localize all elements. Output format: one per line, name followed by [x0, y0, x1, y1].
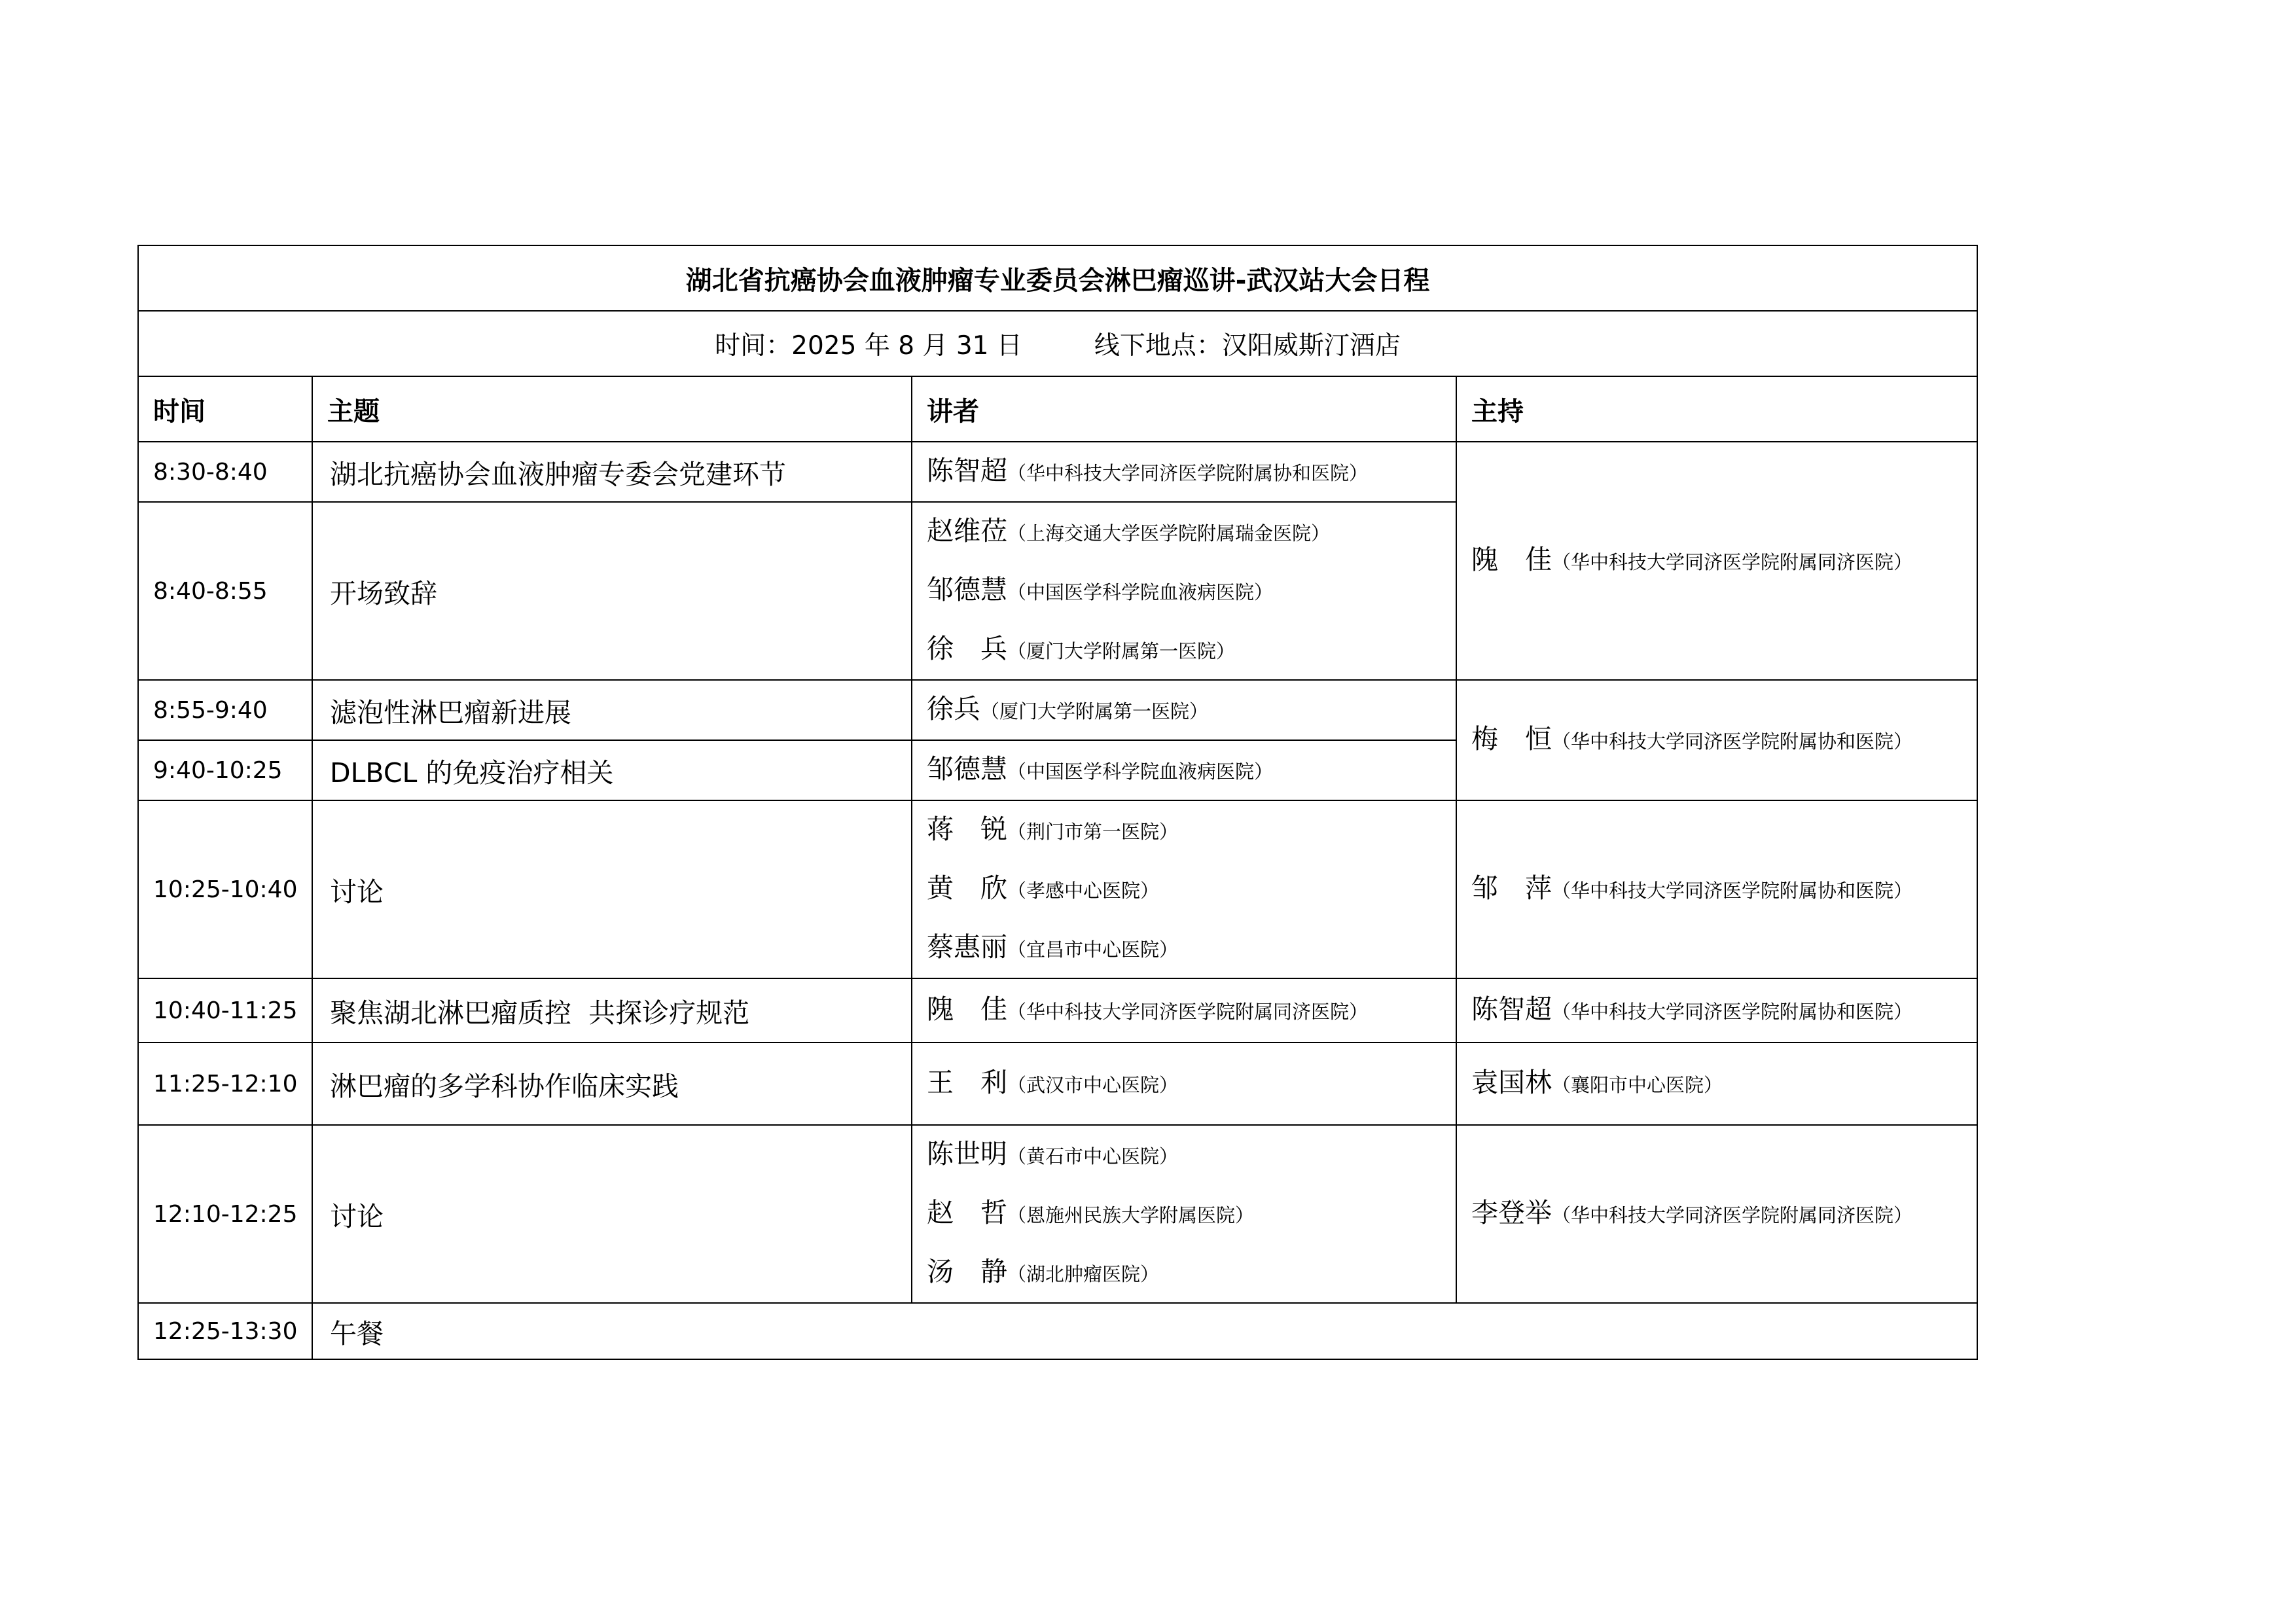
host-affiliation: （华中科技大学同济医学院附属协和医院）	[1552, 1001, 1913, 1023]
speaker-affiliation: （荆门市第一医院）	[1007, 821, 1179, 843]
speaker-entry	[927, 801, 1456, 860]
schedule-table	[137, 245, 1978, 1360]
header-time: 时间	[138, 376, 312, 442]
speaker-name: 汤 静	[927, 1256, 1007, 1287]
speaker-cell	[912, 800, 1456, 978]
host-entry	[1471, 1054, 1977, 1113]
host-name: 隗 佳	[1471, 544, 1552, 575]
speaker-affiliation: （孝感中心医院）	[1007, 880, 1160, 902]
speaker-name: 徐 兵	[927, 633, 1007, 664]
host-cell	[1456, 680, 1977, 800]
time-cell: 8:30-8:40	[138, 442, 312, 502]
host-affiliation: （华中科技大学同济医学院附属同济医院）	[1552, 1204, 1913, 1226]
host-entry	[1471, 711, 1977, 770]
speaker-entry	[927, 681, 1456, 740]
host-entry	[1471, 531, 1977, 590]
host-cell	[1456, 1043, 1977, 1125]
speaker-entry	[927, 1243, 1456, 1302]
time-cell: 11:25-12:10	[138, 1043, 312, 1125]
speaker-affiliation: （武汉市中心医院）	[1007, 1074, 1179, 1096]
speaker-cell	[912, 1125, 1456, 1303]
speaker-affiliation: （华中科技大学同济医学院附属同济医院）	[1007, 1001, 1369, 1023]
topic-cell: 聚焦湖北淋巴瘤质控 共探诊疗规范	[312, 978, 912, 1043]
speaker-entry	[927, 860, 1456, 919]
speaker-name: 蔡惠丽	[927, 931, 1007, 963]
host-name: 梅 恒	[1471, 723, 1552, 755]
table-row	[138, 680, 1977, 740]
header-host: 主持	[1456, 376, 1977, 442]
host-cell	[1456, 442, 1977, 680]
speaker-cell	[912, 442, 1456, 502]
event-venue: 线下地点：汉阳威斯汀酒店	[1094, 331, 1401, 361]
time-cell: 8:40-8:55	[138, 502, 312, 680]
host-name: 袁国林	[1471, 1067, 1552, 1098]
host-affiliation: （华中科技大学同济医学院附属协和医院）	[1552, 730, 1913, 753]
speaker-cell	[912, 502, 1456, 680]
topic-cell: 滤泡性淋巴瘤新进展	[312, 680, 912, 740]
speaker-name: 陈世明	[927, 1138, 1007, 1169]
host-affiliation: （华中科技大学同济医学院附属协和医院）	[1552, 880, 1913, 902]
table-row	[138, 442, 1977, 502]
topic-cell: 讨论	[312, 1125, 912, 1303]
host-entry	[1471, 1185, 1977, 1243]
time-cell: 9:40-10:25	[138, 740, 312, 800]
host-entry	[1471, 981, 1977, 1040]
speaker-entry	[927, 981, 1456, 1040]
speaker-name: 邹德慧	[927, 753, 1007, 785]
topic-cell: DLBCL 的免疫治疗相关	[312, 740, 912, 800]
speaker-name: 隗 佳	[927, 993, 1007, 1025]
speaker-affiliation: （湖北肿瘤医院）	[1007, 1263, 1160, 1285]
speaker-affiliation: （上海交通大学医学院附属瑞金医院）	[1007, 522, 1331, 544]
host-name: 陈智超	[1471, 993, 1552, 1025]
speaker-affiliation: （中国医学科学院血液病医院）	[1007, 581, 1274, 603]
event-date: 时间：2025 年 8 月 31 日	[715, 331, 1022, 361]
topic-cell: 淋巴瘤的多学科协作临床实践	[312, 1043, 912, 1125]
speaker-entry	[927, 620, 1456, 679]
time-cell: 12:25-13:30	[138, 1303, 312, 1359]
speaker-entry	[927, 741, 1456, 800]
speaker-affiliation: （中国医学科学院血液病医院）	[1007, 760, 1274, 783]
time-cell: 8:55-9:40	[138, 680, 312, 740]
speaker-name: 邹德慧	[927, 574, 1007, 605]
host-entry	[1471, 860, 1977, 919]
speaker-name: 蒋 锐	[927, 813, 1007, 845]
table-row	[138, 978, 1977, 1043]
time-cell: 12:10-12:25	[138, 1125, 312, 1303]
event-info	[138, 311, 1977, 376]
speaker-cell	[912, 740, 1456, 800]
topic-cell: 讨论	[312, 800, 912, 978]
speaker-name: 徐兵	[927, 693, 980, 724]
speaker-name: 赵 哲	[927, 1197, 1007, 1228]
speaker-affiliation: （恩施州民族大学附属医院）	[1007, 1204, 1255, 1226]
table-row	[138, 1303, 1977, 1359]
speaker-name: 陈智超	[927, 455, 1007, 486]
speaker-cell	[912, 680, 1456, 740]
table-row	[138, 1125, 1977, 1303]
speaker-entry	[927, 919, 1456, 978]
host-cell	[1456, 1125, 1977, 1303]
speaker-entry	[927, 1185, 1456, 1243]
table-row	[138, 800, 1977, 978]
speaker-cell	[912, 1043, 1456, 1125]
topic-cell: 湖北抗癌协会血液肿瘤专委会党建环节	[312, 442, 912, 502]
speaker-affiliation: （宜昌市中心医院）	[1007, 938, 1179, 961]
speaker-affiliation: （厦门大学附属第一医院）	[980, 700, 1209, 722]
speaker-affiliation: （黄石市中心医院）	[1007, 1145, 1179, 1168]
speaker-entry	[927, 503, 1456, 562]
header-topic: 主题	[312, 376, 912, 442]
speaker-entry	[927, 1126, 1456, 1185]
speaker-entry	[927, 562, 1456, 620]
host-name: 邹 萍	[1471, 872, 1552, 904]
host-affiliation: （华中科技大学同济医学院附属同济医院）	[1552, 551, 1913, 573]
topic-cell: 午餐	[312, 1303, 1977, 1359]
host-name: 李登举	[1471, 1197, 1552, 1228]
time-cell: 10:25-10:40	[138, 800, 312, 978]
speaker-name: 王 利	[927, 1067, 1007, 1098]
header-speaker: 讲者	[912, 376, 1456, 442]
speaker-cell	[912, 978, 1456, 1043]
speaker-entry	[927, 1054, 1456, 1113]
speaker-name: 黄 欣	[927, 872, 1007, 904]
time-cell: 10:40-11:25	[138, 978, 312, 1043]
topic-cell: 开场致辞	[312, 502, 912, 680]
table-row	[138, 1043, 1977, 1125]
speaker-affiliation: （厦门大学附属第一医院）	[1007, 640, 1236, 662]
host-cell	[1456, 800, 1977, 978]
host-cell	[1456, 978, 1977, 1043]
speaker-affiliation: （华中科技大学同济医学院附属协和医院）	[1007, 462, 1369, 484]
speaker-entry	[927, 442, 1456, 501]
host-affiliation: （襄阳市中心医院）	[1552, 1074, 1723, 1096]
agenda-title: 湖北省抗癌协会血液肿瘤专业委员会淋巴瘤巡讲-武汉站大会日程	[138, 245, 1977, 311]
speaker-name: 赵维莅	[927, 515, 1007, 546]
